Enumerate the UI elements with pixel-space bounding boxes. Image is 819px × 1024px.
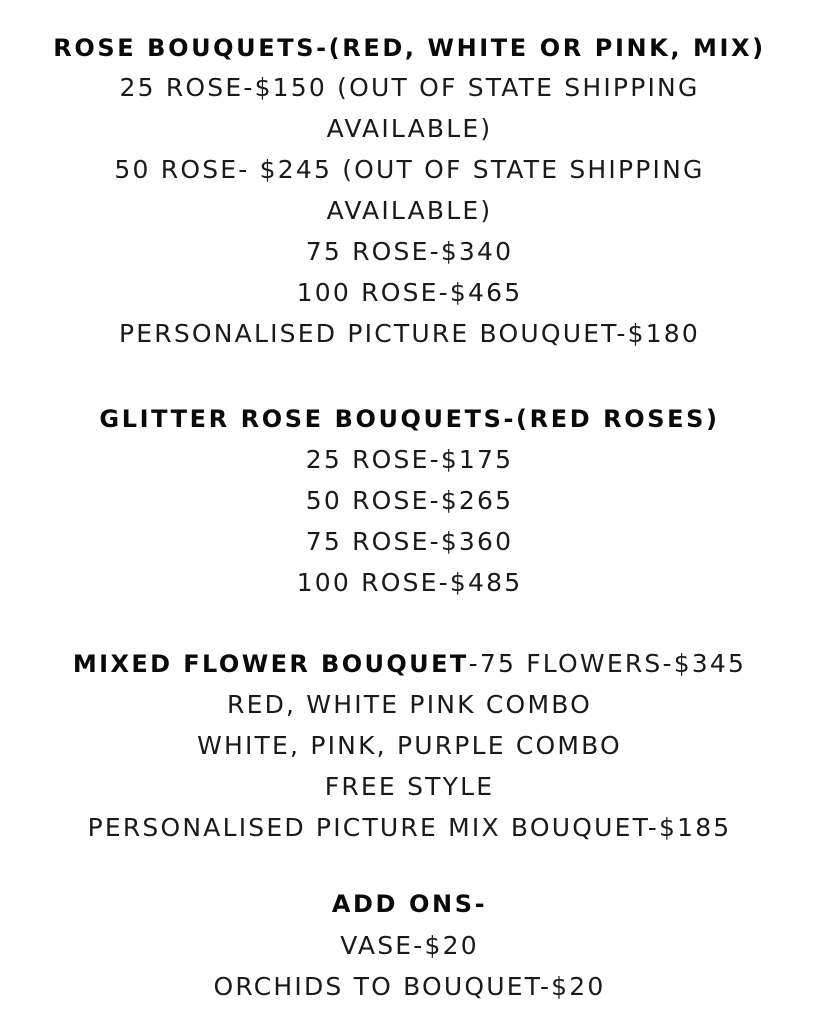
mixed-flower-line: RED, WHITE PINK COMBO (227, 690, 592, 719)
rose-bouquets-line: 50 ROSE- $245 (OUT OF STATE SHIPPING (114, 155, 705, 184)
add-ons-heading: ADD ONS- (331, 890, 488, 918)
rose-bouquets-line: 25 ROSE-$150 (OUT OF STATE SHIPPING (119, 73, 700, 102)
glitter-rose-line: 25 ROSE-$175 (305, 445, 514, 474)
glitter-rose-line: 75 ROSE-$360 (305, 527, 514, 556)
rose-bouquets-line: AVAILABLE) (326, 196, 493, 225)
rose-bouquets-heading: ROSE BOUQUETS-(RED, WHITE OR PINK, MIX) (53, 34, 766, 62)
rose-bouquets-line: 75 ROSE-$340 (305, 237, 514, 266)
add-ons-line: VASE-$20 (340, 931, 479, 960)
mixed-flower-heading-suffix: -75 FLOWERS-$345 (468, 649, 747, 678)
rose-bouquets-line: AVAILABLE) (326, 114, 493, 143)
glitter-rose-line: 100 ROSE-$485 (296, 568, 523, 597)
mixed-flower-line: FREE STYLE (324, 772, 495, 801)
mixed-flower-heading: MIXED FLOWER BOUQUET (72, 650, 469, 678)
mixed-flower-line: PERSONALISED PICTURE MIX BOUQUET-$185 (87, 813, 732, 842)
mixed-flower-line: WHITE, PINK, PURPLE COMBO (197, 731, 622, 760)
rose-bouquets-line: 100 ROSE-$465 (296, 278, 523, 307)
glitter-rose-bouquets-heading: GLITTER ROSE BOUQUETS-(RED ROSES) (99, 405, 720, 433)
rose-bouquets-line: PERSONALISED PICTURE BOUQUET-$180 (118, 319, 701, 348)
mixed-flower-heading-row (0, 644, 819, 684)
glitter-rose-line: 50 ROSE-$265 (305, 486, 514, 515)
add-ons-line: ORCHIDS TO BOUQUET-$20 (213, 972, 606, 1001)
